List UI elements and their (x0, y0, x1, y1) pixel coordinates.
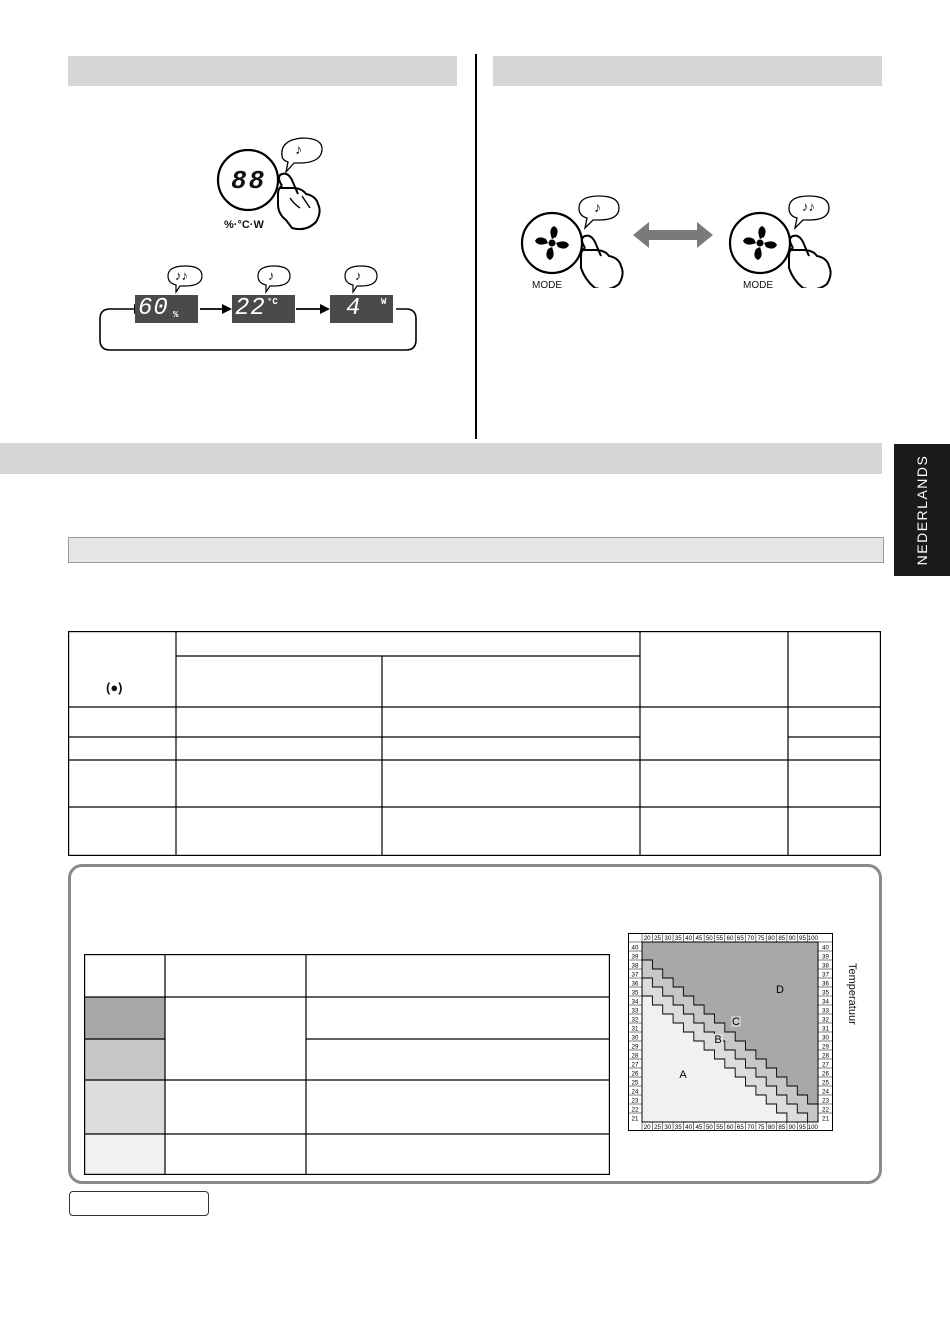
y-tick-right: 22 (822, 1106, 829, 1114)
climate-chart (628, 933, 833, 1131)
spec-table-mode-symbol: (●) (106, 680, 123, 695)
lcd-temperature-unit: °C (267, 297, 278, 307)
x-tick-top: 90 (788, 935, 796, 942)
x-tick-bottom: 75 (757, 1124, 765, 1131)
x-tick-top: 75 (757, 935, 765, 942)
y-tick-right: 27 (822, 1061, 829, 1069)
y-tick-left: 25 (631, 1079, 639, 1087)
x-tick-top: 20 (643, 935, 651, 942)
mode-beep-single: ♪ (594, 199, 601, 215)
chart-axis-label-right: Temperatuur (846, 963, 858, 1025)
beep-single-note-2: ♪ (268, 268, 275, 283)
climate-chart-svg (628, 933, 833, 1131)
lcd-temperature-value: 22 (235, 295, 266, 322)
right-panel-header (493, 56, 882, 86)
x-tick-bottom: 40 (685, 1124, 693, 1131)
lcd-temperature (232, 295, 295, 323)
y-tick-left: 21 (631, 1115, 639, 1123)
x-tick-bottom: 25 (654, 1124, 661, 1131)
beep-double-note-1: ♪♪ (175, 268, 188, 283)
y-tick-left: 28 (631, 1052, 639, 1060)
y-tick-left: 38 (631, 962, 639, 970)
y-tick-left: 31 (631, 1025, 639, 1033)
y-tick-right: 40 (822, 944, 829, 952)
y-tick-left: 39 (631, 953, 639, 961)
y-tick-right: 28 (822, 1052, 829, 1060)
left-panel-header (68, 56, 457, 86)
x-tick-bottom: 30 (664, 1124, 672, 1131)
x-tick-top: 25 (654, 935, 661, 942)
y-tick-left: 22 (631, 1106, 639, 1114)
mode-toggle-illustration (515, 188, 845, 288)
x-tick-top: 80 (767, 935, 775, 942)
lcd-humidity (135, 295, 198, 323)
y-tick-right: 25 (822, 1079, 829, 1087)
y-tick-right: 36 (822, 980, 829, 988)
x-tick-top: 50 (705, 935, 713, 942)
spec-table (68, 631, 881, 856)
mode-label-left: MODE (532, 280, 562, 291)
y-tick-right: 33 (822, 1007, 829, 1015)
x-tick-bottom: 20 (643, 1124, 651, 1131)
legend-table-grid (84, 954, 610, 1175)
y-tick-left: 23 (631, 1097, 639, 1105)
panel-divider (475, 54, 477, 439)
y-tick-left: 30 (631, 1034, 639, 1042)
x-tick-bottom: 55 (716, 1124, 724, 1131)
y-tick-left: 34 (631, 998, 639, 1006)
y-tick-left: 29 (631, 1043, 639, 1051)
x-tick-bottom: 95 (799, 1124, 806, 1131)
x-tick-bottom: 45 (695, 1124, 703, 1131)
y-tick-right: 37 (822, 971, 829, 979)
y-tick-right: 32 (822, 1016, 829, 1024)
x-tick-bottom: 85 (778, 1124, 786, 1131)
region-label-d: D (776, 984, 784, 996)
lcd-power-unit: W (381, 297, 387, 307)
y-tick-right: 38 (822, 962, 829, 970)
legend-table (84, 954, 610, 1175)
lcd-power-value: 4 (346, 295, 362, 322)
y-tick-right: 30 (822, 1034, 829, 1042)
y-tick-right: 31 (822, 1025, 829, 1033)
beep-single-note-3: ♪ (355, 268, 362, 283)
y-tick-right: 29 (822, 1043, 829, 1051)
lcd-humidity-unit: % (173, 310, 179, 320)
y-tick-left: 26 (631, 1070, 639, 1078)
y-tick-right: 21 (822, 1115, 829, 1123)
y-tick-left: 27 (631, 1061, 639, 1069)
beep-single-note: ♪ (295, 141, 302, 157)
spec-table-grid (68, 631, 881, 856)
y-tick-left: 24 (631, 1088, 639, 1096)
lcd-power (330, 295, 393, 323)
x-tick-bottom: 100 (807, 1124, 818, 1131)
y-tick-right: 26 (822, 1070, 829, 1078)
x-tick-top: 95 (799, 935, 806, 942)
language-side-tab (894, 444, 950, 576)
x-tick-bottom: 35 (674, 1124, 682, 1131)
x-tick-top: 85 (778, 935, 786, 942)
y-tick-right: 23 (822, 1097, 829, 1105)
x-tick-top: 100 (807, 935, 818, 942)
language-side-tab-label: NEDERLANDS (914, 454, 930, 566)
y-tick-left: 37 (631, 971, 639, 979)
segment-placeholder: 88 (231, 166, 267, 196)
region-label-c: C (732, 1016, 740, 1028)
subsection-header (68, 537, 884, 563)
x-tick-bottom: 50 (705, 1124, 713, 1131)
y-tick-right: 39 (822, 953, 829, 961)
x-tick-bottom: 80 (767, 1124, 775, 1131)
lcd-humidity-value: 60 (138, 295, 169, 322)
y-tick-right: 34 (822, 998, 829, 1006)
y-tick-left: 40 (631, 944, 639, 952)
x-tick-top: 65 (736, 935, 744, 942)
y-tick-left: 32 (631, 1016, 639, 1024)
x-tick-top: 35 (674, 935, 682, 942)
y-tick-left: 33 (631, 1007, 639, 1015)
x-tick-top: 70 (747, 935, 755, 942)
x-tick-bottom: 65 (736, 1124, 744, 1131)
x-tick-top: 55 (716, 935, 724, 942)
y-tick-left: 36 (631, 980, 639, 988)
mode-beep-double: ♪♪ (802, 199, 815, 214)
region-label-b: B (714, 1034, 722, 1046)
y-tick-right: 35 (822, 989, 829, 997)
x-tick-top: 30 (664, 935, 672, 942)
y-tick-left: 35 (631, 989, 639, 997)
units-label: %·°C·W (224, 219, 264, 231)
x-tick-bottom: 60 (726, 1124, 734, 1131)
x-tick-bottom: 70 (747, 1124, 755, 1131)
x-tick-top: 45 (695, 935, 703, 942)
x-tick-top: 40 (685, 935, 693, 942)
y-tick-right: 24 (822, 1088, 829, 1096)
mode-label-right: MODE (743, 280, 773, 291)
note-label-box (69, 1191, 209, 1216)
region-label-a: A (679, 1069, 687, 1081)
x-tick-top: 60 (726, 935, 734, 942)
section-header-bar (0, 443, 882, 474)
x-tick-bottom: 90 (788, 1124, 796, 1131)
